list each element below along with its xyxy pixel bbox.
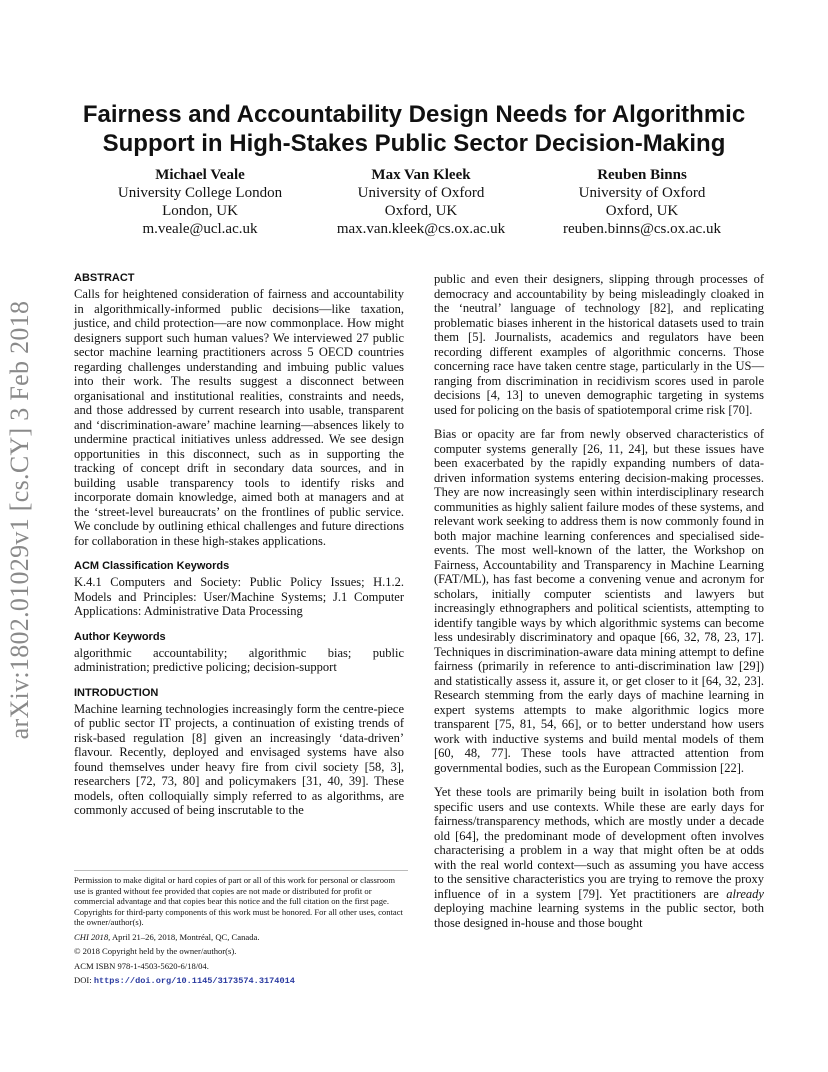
copyright-line: © 2018 Copyright held by the owner/author(s). <box>74 946 237 956</box>
author-affiliation: University College London <box>117 185 283 201</box>
introduction-heading: INTRODUCTION <box>74 686 159 699</box>
isbn-line: ACM ISBN 978-1-4503-5620-6/18/04. <box>74 960 209 971</box>
author-1 <box>80 166 320 238</box>
right-column <box>434 272 764 930</box>
acm-classification-section <box>74 560 404 619</box>
author-keywords-section <box>74 631 404 675</box>
conference-name: CHI 2018, <box>74 931 111 942</box>
paragraph-3-emphasis: already <box>726 886 764 901</box>
paragraph-1: public and even their designers, slipping through processes of democracy and accountability by being misleadingly cloaked in the ‘neutral’ language of technology [82], and replicating problematic biases inherent in the historical datasets used to train them [5]. Journalists, academics and regulators have been recording different examples of algorithmic concerns. Those concerning race have taken centre stage, particularly in the US—ranging from discrimination in recidivism scores used in parole decisions [4, 13] to uneven demographic targeting in systems used for policing on the basis of spatiotemporal crime risk [70]. <box>434 272 764 417</box>
author-name: Michael Veale <box>155 167 245 183</box>
doi-label: DOI: <box>74 975 94 985</box>
author-email: m.veale@ucl.ac.uk <box>142 221 258 237</box>
author-email: reuben.binns@cs.ox.ac.uk <box>563 221 721 237</box>
abstract-section <box>74 272 404 548</box>
author-keywords-heading: Author Keywords <box>74 630 166 643</box>
author-location: London, UK <box>162 203 238 219</box>
conference-line <box>74 932 408 943</box>
copyright-permission-block <box>74 870 408 987</box>
author-affiliation: University of Oxford <box>357 185 485 201</box>
arxiv-identifier-text: arXiv:1802.01029v1 [cs.CY] 3 Feb 2018 <box>5 300 34 740</box>
doi-line <box>74 975 408 987</box>
permission-notice: Permission to make digital or hard copies of part or all of this work for personal or classroom use is granted without fee provided that copies are not made or distributed for profit or commercial advantage and that copies bear this notice and the full citation on the first page. Copyrights for third-party components of this work must be honored. For all other uses, contact the owner/author(s). <box>74 875 403 927</box>
author-block <box>0 166 828 238</box>
introduction-text: Machine learning technologies increasingly form the centre-piece of public sector IT projects, a continuation of existing trends of risk-based regulation [8] given an increasingly ‘data-driven’ flavour. Recently, deployed and envisaged systems have also found themselves under heavy fire from civil society [58, 3], researchers [72, 73, 80] and policymakers [31, 40, 39]. These models, often colloquially simply referred to as algorithms, are commonly accused of being inscrutable to the <box>74 701 404 817</box>
author-name: Reuben Binns <box>597 167 687 183</box>
paragraph-3-text-start: Yet these tools are primarily being built in isolation both from specific users and use contexts. While these are early days for fairness/transparency methods, which are mostly under a decade old [64], the predominant mode of development often involves characterising a problem in a way that might often be at odds with the real world context—such as assuming you have access to the sensitive characteristics you are trying to remove the proxy influence of in a system [79]. Yet practitioners are <box>434 785 764 901</box>
author-3 <box>522 166 762 238</box>
author-2 <box>301 166 541 238</box>
author-location: Oxford, UK <box>605 203 679 219</box>
author-affiliation: University of Oxford <box>578 185 706 201</box>
author-keywords-text: algorithmic accountability; algorithmic bias; public administration; predictive policing; decision-support <box>74 645 404 674</box>
paper-title: Fairness and Accountability Design Needs for Algorithmic Support in High-Stakes Public Sector Decision-Making <box>82 101 746 157</box>
abstract-heading: ABSTRACT <box>74 272 135 284</box>
author-name: Max Van Kleek <box>371 167 471 183</box>
abstract-text: Calls for heightened consideration of fairness and accountability in algorithmically-informed public decisions—like taxation, justice, and child protection—are now commonplace. How might designers support such human values? We interviewed 27 public sector machine learning practitioners across 5 OECD countries regarding challenges understanding and imbuing public values into their work. The results suggest a disconnect between organisational and institutional realities, constraints and needs, and those addressed by current research into usable, transparent and ‘discrimination-aware’ machine learning—absences likely to undermine practical initiatives unless addressed. We see design opportunities in this disconnect, such as in supporting the tracking of concept drift in secondary data sources, and in building usable transparency tools to identify risks and incorporate domain knowledge, aimed both at managers and at the ‘street-level bureaucrats’ on the frontlines of public service. We conclude by outlining ethical challenges and future directions for collaboration in these high-stakes applications. <box>74 287 404 548</box>
paragraph-2: Bias or opacity are far from newly observed characteristics of computer systems generally [26, 11, 24], but these issues have been exacerbated by the rapidly expanding numbers of data-driven information systems entering decision-making processes. They are now increasingly seen within interdisciplinary research communities as highly salient failure modes of these systems, and relevant work seeking to address them is now commonly found in both major machine learning conferences and specialised side-events. The most well-known of the latter, the Workshop on Fairness, Accountability and Transparency in Machine Learning (FAT/ML), has fast become a convening venue and acronym for scholars, initially computer scientists and lawyers but increasingly ethnographers and political scientists, attempting to identify tangible ways by which algorithmic systems can become less undesirably discriminatory and opaque [66, 32, 78, 23, 17]. Techniques in discrimination-aware data mining attempt to define fairness (primarily in reference to anti-discrimination law [29]) and statistically assess it, assure it, or get closer to it [64, 32, 23]. Research stemming from the early days of machine learning in expert systems attempts to make algorithmic logics more transparent [75, 81, 54, 66], or to better understand how users work with inductive systems and build mental models of them [60, 48, 77]. These tools have attracted attention from governmental bodies, such as the European Commission [22]. <box>434 427 764 775</box>
doi-link[interactable]: https://doi.org/10.1145/3173574.3174014 <box>93 976 295 986</box>
introduction-section <box>74 687 404 818</box>
conference-details: April 21–26, 2018, Montréal, QC, Canada. <box>110 931 260 942</box>
acm-classification-text: K.4.1 Computers and Society: Public Policy Issues; H.1.2. Models and Principles: User/Machine Systems; J.1 Computer Applications: Administrative Data Processing <box>74 575 404 618</box>
author-location: Oxford, UK <box>384 203 458 219</box>
left-column <box>74 272 404 830</box>
paragraph-3-text-end: deploying machine learning systems in the public sector, both those designed in-house and those bought <box>434 901 764 930</box>
acm-classification-heading: ACM Classification Keywords <box>74 560 230 572</box>
paragraph-3 <box>434 785 764 930</box>
author-email: max.van.kleek@cs.ox.ac.uk <box>336 221 506 237</box>
